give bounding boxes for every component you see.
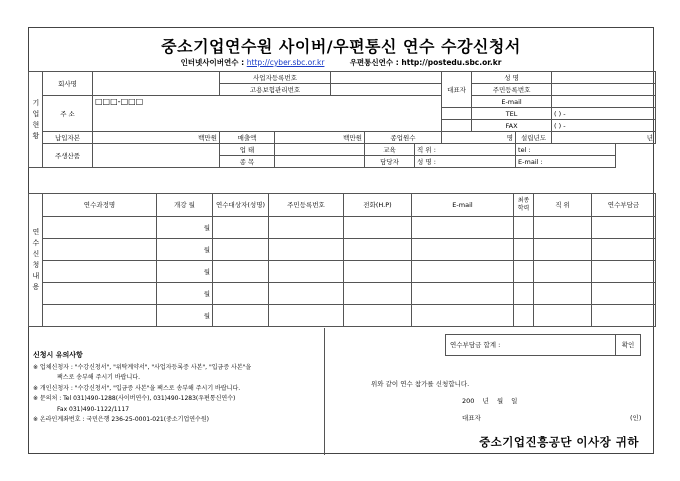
notice-text xyxy=(33,350,323,426)
biz-reg-no-field[interactable] xyxy=(331,72,442,84)
apply-date[interactable]: 200 년 월 일 xyxy=(462,397,518,405)
position-field[interactable] xyxy=(534,305,592,327)
position-field[interactable] xyxy=(534,217,592,239)
trainee-field[interactable] xyxy=(213,283,269,305)
fee-field[interactable] xyxy=(592,239,656,261)
employees-label: 종업원수 xyxy=(365,132,442,144)
address-field[interactable]: □□□-□□□ xyxy=(93,96,442,132)
training-section-label: 연수신청내용 xyxy=(29,194,43,327)
month-field[interactable]: 월 xyxy=(157,261,213,283)
header-email: E-mail xyxy=(412,194,514,217)
trainee-field[interactable] xyxy=(213,217,269,239)
trainee-field[interactable] xyxy=(213,239,269,261)
tel-field[interactable]: ( ) - xyxy=(552,108,656,120)
business-type-field[interactable] xyxy=(275,144,365,156)
sales-field[interactable]: 백만원 xyxy=(275,132,365,144)
fee-field[interactable] xyxy=(592,261,656,283)
rrn-field[interactable] xyxy=(269,261,344,283)
phone-field[interactable] xyxy=(344,239,412,261)
phone-field[interactable] xyxy=(344,217,412,239)
company-name-field[interactable] xyxy=(93,72,220,96)
email-field[interactable] xyxy=(412,217,514,239)
business-type-label: 업 태 xyxy=(220,144,275,156)
main-product-label: 주생산품 xyxy=(43,144,93,168)
header-trainee: 연수대상자(성명) xyxy=(213,194,269,217)
education-field[interactable] xyxy=(514,305,534,327)
apply-statement: 위와 같이 연수 참가를 신청합니다. xyxy=(371,380,470,388)
company-info-table xyxy=(28,71,656,168)
cyber-link[interactable]: http://cyber.sbc.or.kr xyxy=(246,58,325,67)
sales-label: 매출액 xyxy=(220,132,275,144)
notice-line: Fax 031)490-1122/1117 xyxy=(57,405,130,413)
paid-capital-field[interactable]: 백만원 xyxy=(93,132,220,144)
company-name-label: 회사명 xyxy=(43,72,93,96)
training-row xyxy=(29,217,656,239)
addressee: 중소기업진흥공단 이사장 귀하 xyxy=(479,435,639,449)
fee-field[interactable] xyxy=(592,217,656,239)
month-field[interactable]: 월 xyxy=(157,217,213,239)
notice-line: 팩스로 송부해 주시기 바랍니다. xyxy=(57,374,140,381)
fee-field[interactable] xyxy=(592,283,656,305)
course-field[interactable] xyxy=(43,217,157,239)
course-field[interactable] xyxy=(43,239,157,261)
founded-field[interactable]: 년 xyxy=(552,132,656,144)
trainee-field[interactable] xyxy=(213,261,269,283)
phone-field[interactable] xyxy=(344,305,412,327)
training-label: 교육 xyxy=(365,144,415,156)
ceo-name-field[interactable] xyxy=(552,72,656,84)
manager-tel-field[interactable]: tel : xyxy=(516,144,616,156)
month-field[interactable]: 월 xyxy=(157,239,213,261)
ceo-email-label: E-mail xyxy=(472,96,552,108)
manager-label: 담당자 xyxy=(365,156,415,168)
form-title: 중소기업연수원 사이버/우편통신 연수 수강신청서 xyxy=(161,37,521,56)
ceo-rrn-label: 주민등록번호 xyxy=(472,84,552,96)
header-rrn: 주민등록번호 xyxy=(269,194,344,217)
education-field[interactable] xyxy=(514,261,534,283)
postal-label: 우편통신연수 : xyxy=(349,58,399,67)
header-course: 연수과정명 xyxy=(43,194,157,217)
email-field[interactable] xyxy=(412,261,514,283)
company-section-label: 기업현황 xyxy=(29,72,43,168)
notice-heading: 신청시 유의사항 xyxy=(33,351,83,359)
training-row xyxy=(29,305,656,327)
manager-name-field[interactable]: 성 명 : xyxy=(415,156,516,168)
header-position: 직 위 xyxy=(534,194,592,217)
fee-total-label: 연수부담금 합계 : xyxy=(450,341,501,349)
education-field[interactable] xyxy=(514,217,534,239)
fax-field[interactable]: ( ) - xyxy=(552,120,656,132)
header-month: 개강 월 xyxy=(157,194,213,217)
internet-label: 인터넷사이버연수 : xyxy=(180,58,245,67)
founded-label: 설립년도 xyxy=(516,132,552,144)
notice-line: ※ 업체신청자 : "수강신청서", "위탁계약서", "사업자등록증 사본", "입금증 사본"을 xyxy=(33,363,252,371)
training-row xyxy=(29,283,656,305)
insurance-no-label: 고용보험관리번호 xyxy=(220,84,331,96)
ceo-name-label: 성 명 xyxy=(472,72,552,84)
fee-total-row xyxy=(445,334,641,356)
form-subtitle xyxy=(29,57,653,68)
email-field[interactable] xyxy=(412,239,514,261)
month-field[interactable]: 월 xyxy=(157,305,213,327)
course-field[interactable] xyxy=(43,261,157,283)
biz-reg-no-label: 사업자등록번호 xyxy=(220,72,331,84)
notice-line: ※ 개인신청자 : "수강신청서", "입금증 사본"을 팩스로 송부해 주시기 바랍니다. xyxy=(33,384,241,392)
position-field[interactable] xyxy=(534,283,592,305)
notice-line: ※ 온라인계좌번호 : 국민은행 236-25-0001-021(중소기업연수원) xyxy=(33,416,209,423)
notice-area xyxy=(29,328,655,455)
notice-line: ※ 문의처 : Tel 031)490-1288(사이버연수), 031)490-1283(우편통신연수) xyxy=(33,395,236,402)
rep-label: 대표자 xyxy=(462,414,481,422)
business-item-field[interactable] xyxy=(275,156,365,168)
email-field[interactable] xyxy=(412,283,514,305)
ceo-label: 대표자 xyxy=(442,72,472,108)
fax-label: FAX xyxy=(472,120,552,132)
education-field[interactable] xyxy=(514,239,534,261)
course-field[interactable] xyxy=(43,283,157,305)
signature-area xyxy=(324,328,655,455)
manager-email-field[interactable]: E-mail : xyxy=(516,156,616,168)
training-row xyxy=(29,261,656,283)
phone-field[interactable] xyxy=(344,283,412,305)
paid-capital-label: 납입자본 xyxy=(43,132,93,144)
rrn-field[interactable] xyxy=(269,305,344,327)
training-table xyxy=(28,193,656,327)
fee-field[interactable] xyxy=(592,305,656,327)
main-product-field[interactable] xyxy=(93,144,220,168)
email-field[interactable] xyxy=(412,305,514,327)
position-field[interactable] xyxy=(534,239,592,261)
course-field[interactable] xyxy=(43,305,157,327)
seal-label: (인) xyxy=(630,414,642,422)
ceo-email-field[interactable] xyxy=(552,96,656,108)
tel-label: TEL xyxy=(472,108,552,120)
training-row xyxy=(29,239,656,261)
rrn-field[interactable] xyxy=(269,217,344,239)
confirm-box[interactable]: 확인 xyxy=(615,335,640,355)
rrn-field[interactable] xyxy=(269,239,344,261)
header-education: 최종학력 xyxy=(514,194,534,217)
manager-position-field[interactable]: 직 위 : xyxy=(415,144,516,156)
employees-field[interactable]: 명 xyxy=(442,132,516,144)
application-form xyxy=(28,27,654,454)
business-item-label: 종 목 xyxy=(220,156,275,168)
month-field[interactable]: 월 xyxy=(157,283,213,305)
position-field[interactable] xyxy=(534,261,592,283)
rrn-field[interactable] xyxy=(269,283,344,305)
header-fee: 연수부담금 xyxy=(592,194,656,217)
phone-field[interactable] xyxy=(344,261,412,283)
education-field[interactable] xyxy=(514,283,534,305)
header-phone: 전화(H.P) xyxy=(344,194,412,217)
address-label: 주 소 xyxy=(43,96,93,132)
trainee-field[interactable] xyxy=(213,305,269,327)
ceo-rrn-field[interactable] xyxy=(552,84,656,96)
postal-link[interactable]: http://postedu.sbc.or.kr xyxy=(401,58,502,67)
insurance-no-field[interactable] xyxy=(331,84,442,96)
